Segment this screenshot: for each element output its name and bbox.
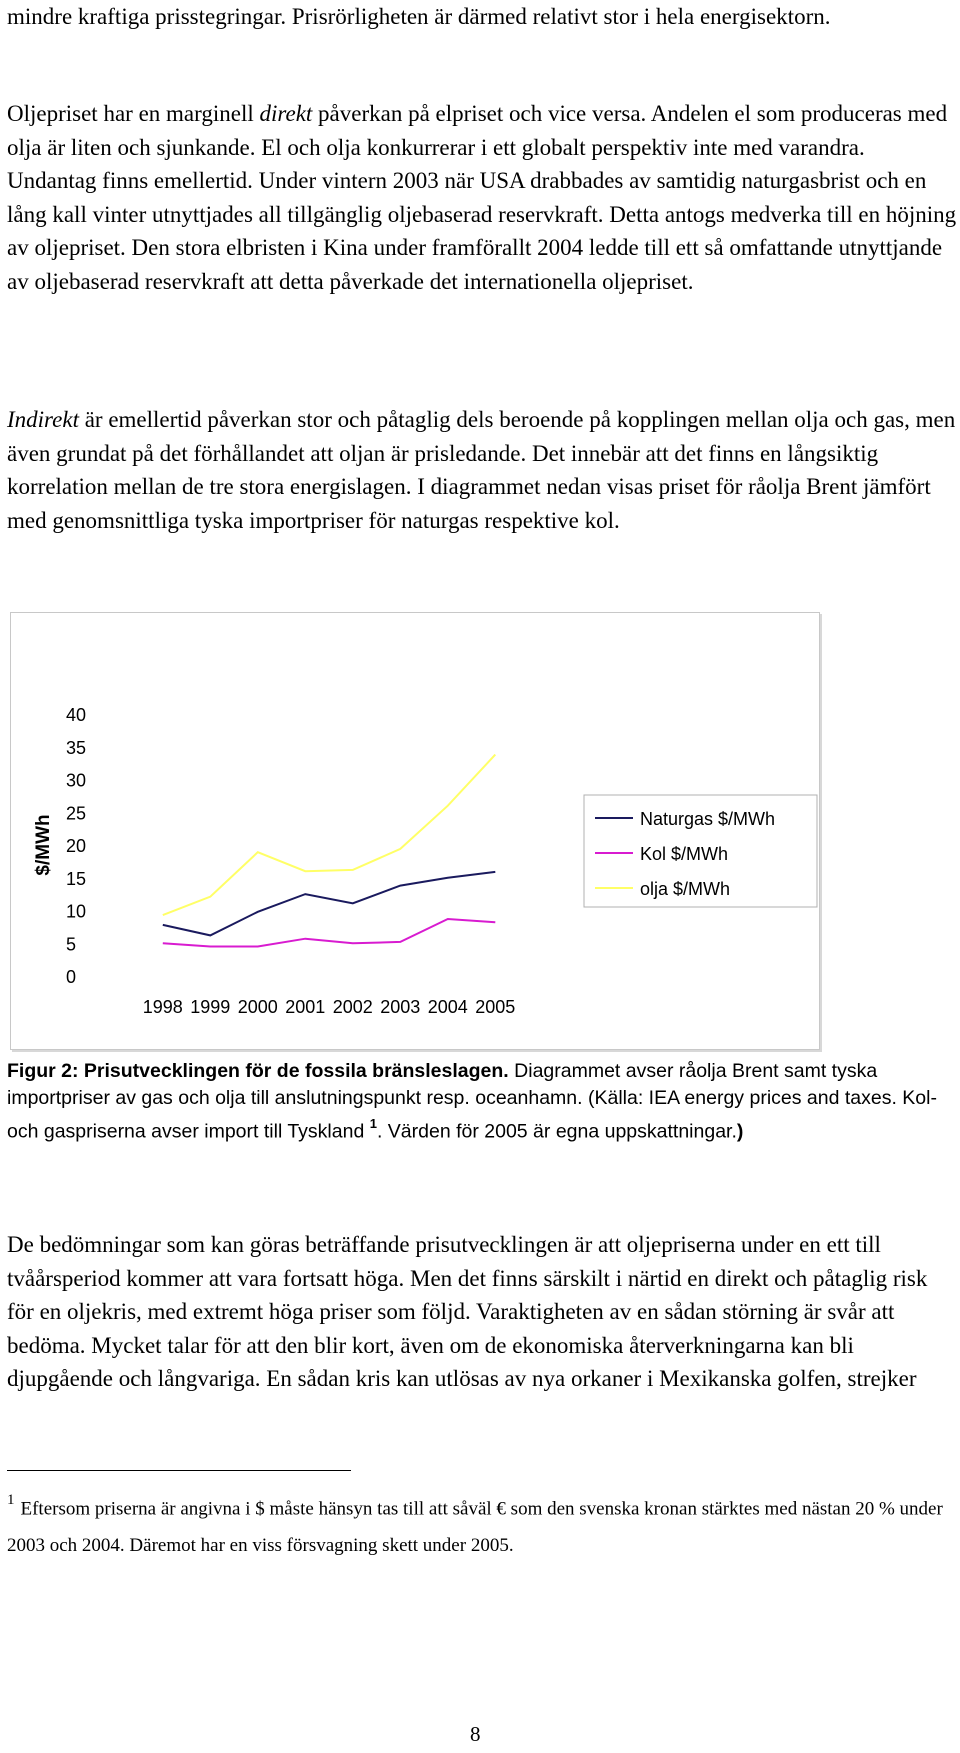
paragraph-3-body: är emellertid påverkan stor och påtaglig dels beroende på kopplingen mellan olja och gas, men även grundat på det förhållandet att oljan är prisledande. Det innebär att det finns en långsiktig korrelation mellan de tre stora energislagen. I diagrammet nedan visas priset för råolja Brent jämfört med genomsnittliga tyska importpriser för naturgas respektive kol.	[7, 407, 956, 533]
y-tick-label: 10	[66, 901, 87, 922]
y-axis-ticks	[66, 705, 86, 987]
legend-label: Kol $/MWh	[640, 844, 729, 864]
caption-text-a: Diagrammet avser råolja Brent samt tyska importpriser av gas och olja till anslutningspunkt resp. oceanhamn. (Källa: IEA energy prices and taxes. Kol- och gaspriserna avser import till Tyskland	[7, 1060, 937, 1143]
y-tick-label: 0	[66, 967, 77, 987]
caption-title: Figur 2: Prisutvecklingen för de fossila bränsleslagen.	[7, 1060, 509, 1082]
paragraph-4: De bedömningar som kan göras beträffande prisutvecklingen är att oljepriserna under en ett till tvåårsperiod kommer att vara fortsatt höga. Men det finns särskilt i närtid en direkt och påtaglig risk för en oljekris, med extremt höga priser som följd. Varaktigheten av en sådan störning är svår att bedöma. Mycket talar för att den blir kort, även om de ekonomiska återverkningarna kan bli djupgående och långvariga. En sådan kris kan utlösas av nya orkaner i Mexikanska golfen, strejker	[7, 1232, 928, 1391]
paragraph-2-part-b: påverkan på elpriset och vice versa. Andelen el som produceras med olja är liten och sjunkande. El och olja konkurrerar i ett globalt perspektiv inte med varandra. Undantag finns emellertid. Under vintern 2003 när USA drabbades av samtidig naturgasbrist och en lång kall vinter utnyttjades all tillgänglig oljebaserad reservkraft. Detta antogs medverka till en höjning av oljepriset. Den stora elbristen i Kina under framförallt 2004 ledde till ett så omfattande utnyttjande av oljebaserad reservkraft att detta påverkade det internationella oljepriset.	[7, 101, 957, 294]
y-tick-label: 30	[66, 770, 87, 791]
legend-label: olja $/MWh	[640, 879, 731, 899]
paragraph-2	[7, 97, 957, 298]
caption-text-b: . Värden för 2005 är egna uppskattningar.	[376, 1120, 737, 1143]
price-chart-svg	[11, 613, 819, 1049]
chart-legend	[584, 795, 817, 907]
series-lines	[163, 755, 496, 947]
y-tick-label: 35	[66, 737, 87, 758]
y-tick-label: 15	[66, 868, 87, 889]
series-line	[163, 919, 496, 947]
x-tick-label: 2002	[332, 997, 373, 1017]
paragraph-1: mindre kraftiga prisstegringar. Prisrörligheten är därmed relativt stor i hela energisektorn.	[7, 4, 831, 29]
paragraph-2-part-a: Oljepriset har en marginell	[7, 101, 260, 126]
series-line	[163, 872, 496, 936]
paragraph-2-emphasis: direkt	[259, 101, 313, 126]
paragraph-3	[7, 403, 957, 537]
y-axis-label: $/MWh	[33, 814, 54, 876]
x-axis-ticks	[143, 997, 516, 1017]
y-tick-label: 40	[66, 705, 87, 725]
caption-footnote-ref: 1	[369, 1116, 377, 1131]
y-tick-label: 20	[66, 836, 87, 856]
page-number: 8	[470, 1722, 481, 1746]
legend-label: Naturgas $/MWh	[640, 809, 776, 829]
footnote-text: Eftersom priserna är angivna i $ måste hänsyn tas till att såväl € som den svenska kronan stärktes med nästan 20 % under 2003 och 2004. Däremot har en viss försvagning skett under 2005.	[7, 1498, 943, 1557]
y-tick-label: 5	[66, 934, 77, 955]
footnote-separator	[7, 1470, 351, 1471]
y-tick-label: 25	[66, 803, 87, 824]
footnote-mark: 1	[7, 1492, 15, 1508]
series-line	[163, 755, 496, 916]
footnote	[7, 1485, 960, 1564]
x-tick-label: 2003	[380, 997, 421, 1017]
x-tick-label: 1999	[190, 997, 231, 1017]
figure-caption	[7, 1058, 957, 1146]
paragraph-3-emphasis: Indirekt	[7, 407, 79, 432]
x-tick-label: 2005	[475, 997, 516, 1017]
x-tick-label: 2000	[237, 997, 278, 1017]
x-tick-label: 2001	[285, 997, 326, 1017]
caption-close-paren: )	[736, 1120, 744, 1143]
x-tick-label: 2004	[427, 997, 468, 1017]
price-chart	[10, 612, 820, 1050]
x-tick-label: 1998	[142, 997, 183, 1017]
